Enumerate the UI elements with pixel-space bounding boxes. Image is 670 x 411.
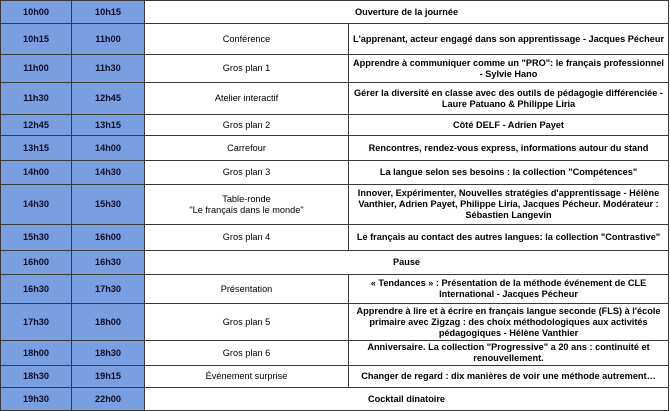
session-title: Gérer la diversité en classe avec des outils de pédagogie différenciée - Laure Patuano & Philippe Liria <box>349 83 669 115</box>
start-time: 12h45 <box>1 115 72 136</box>
session-title: Anniversaire. La collection "Progressive" a 20 ans : continuité et renouvellement. <box>349 341 669 366</box>
start-time: 16h30 <box>1 275 72 304</box>
schedule-row <box>1 24 669 55</box>
schedule-row <box>1 161 669 185</box>
session-title: Ouverture de la journée <box>145 1 669 24</box>
end-time: 15h30 <box>72 185 145 225</box>
end-time: 10h15 <box>72 1 145 24</box>
start-time: 10h00 <box>1 1 72 24</box>
schedule-row <box>1 55 669 83</box>
start-time: 18h30 <box>1 366 72 388</box>
session-type: Gros plan 5 <box>145 304 349 341</box>
schedule-row <box>1 1 669 24</box>
session-title: Pause <box>145 251 669 275</box>
session-title: Apprendre à lire et à écrire en français langue seconde (FLS) à l'école primaire avec Zigzag : des choix méthodologiques aux activités pédagogiques - Hélène Vanthier <box>349 304 669 341</box>
start-time: 13h15 <box>1 136 72 161</box>
start-time: 14h30 <box>1 185 72 225</box>
end-time: 11h30 <box>72 55 145 83</box>
start-time: 17h30 <box>1 304 72 341</box>
session-type: Atelier interactif <box>145 83 349 115</box>
end-time: 14h00 <box>72 136 145 161</box>
schedule-row <box>1 83 669 115</box>
schedule-body <box>1 1 669 411</box>
session-title: « Tendances » : Présentation de la méthode événement de CLE International - Jacques Pécheur <box>349 275 669 304</box>
session-type: Gros plan 2 <box>145 115 349 136</box>
end-time: 13h15 <box>72 115 145 136</box>
session-title: Innover, Expérimenter, Nouvelles stratégies d'apprentissage - Hélène Vanthier, Adrien Payet, Philippe Liria, Jacques Pécheur. Modérateur : Sébastien Langevin <box>349 185 669 225</box>
session-title: Côté DELF - Adrien Payet <box>349 115 669 136</box>
start-time: 14h00 <box>1 161 72 185</box>
session-title: La langue selon ses besoins : la collection "Compétences" <box>349 161 669 185</box>
session-type: Gros plan 1 <box>145 55 349 83</box>
session-type: Gros plan 4 <box>145 225 349 251</box>
session-title: L'apprenant, acteur engagé dans son apprentissage - Jacques Pécheur <box>349 24 669 55</box>
session-title: Apprendre à communiquer comme un "PRO": le français professionnel - Sylvie Hano <box>349 55 669 83</box>
end-time: 11h00 <box>72 24 145 55</box>
schedule-row <box>1 366 669 388</box>
start-time: 16h00 <box>1 251 72 275</box>
end-time: 12h45 <box>72 83 145 115</box>
schedule-row <box>1 136 669 161</box>
end-time: 14h30 <box>72 161 145 185</box>
schedule-row <box>1 115 669 136</box>
session-title: Cocktail dinatoire <box>145 388 669 411</box>
session-title: Le français au contact des autres langues: la collection "Contrastive" <box>349 225 669 251</box>
session-title: Rencontres, rendez-vous express, informations autour du stand <box>349 136 669 161</box>
session-title: Changer de regard : dix manières de voir une méthode autrement… <box>349 366 669 388</box>
session-type: Conférence <box>145 24 349 55</box>
start-time: 15h30 <box>1 225 72 251</box>
start-time: 11h00 <box>1 55 72 83</box>
schedule-row <box>1 341 669 366</box>
end-time: 16h00 <box>72 225 145 251</box>
session-type: Carrefour <box>145 136 349 161</box>
schedule-row <box>1 388 669 411</box>
schedule-row <box>1 185 669 225</box>
schedule-row <box>1 251 669 275</box>
schedule-row <box>1 304 669 341</box>
schedule-row <box>1 225 669 251</box>
end-time: 18h30 <box>72 341 145 366</box>
end-time: 19h15 <box>72 366 145 388</box>
end-time: 22h00 <box>72 388 145 411</box>
start-time: 19h30 <box>1 388 72 411</box>
start-time: 11h30 <box>1 83 72 115</box>
start-time: 18h00 <box>1 341 72 366</box>
session-type: Événement surprise <box>145 366 349 388</box>
start-time: 10h15 <box>1 24 72 55</box>
session-type: Présentation <box>145 275 349 304</box>
session-type: Gros plan 6 <box>145 341 349 366</box>
schedule-row <box>1 275 669 304</box>
session-type: Gros plan 3 <box>145 161 349 185</box>
end-time: 17h30 <box>72 275 145 304</box>
end-time: 16h30 <box>72 251 145 275</box>
session-type: Table-ronde "Le français dans le monde" <box>145 185 349 225</box>
end-time: 18h00 <box>72 304 145 341</box>
